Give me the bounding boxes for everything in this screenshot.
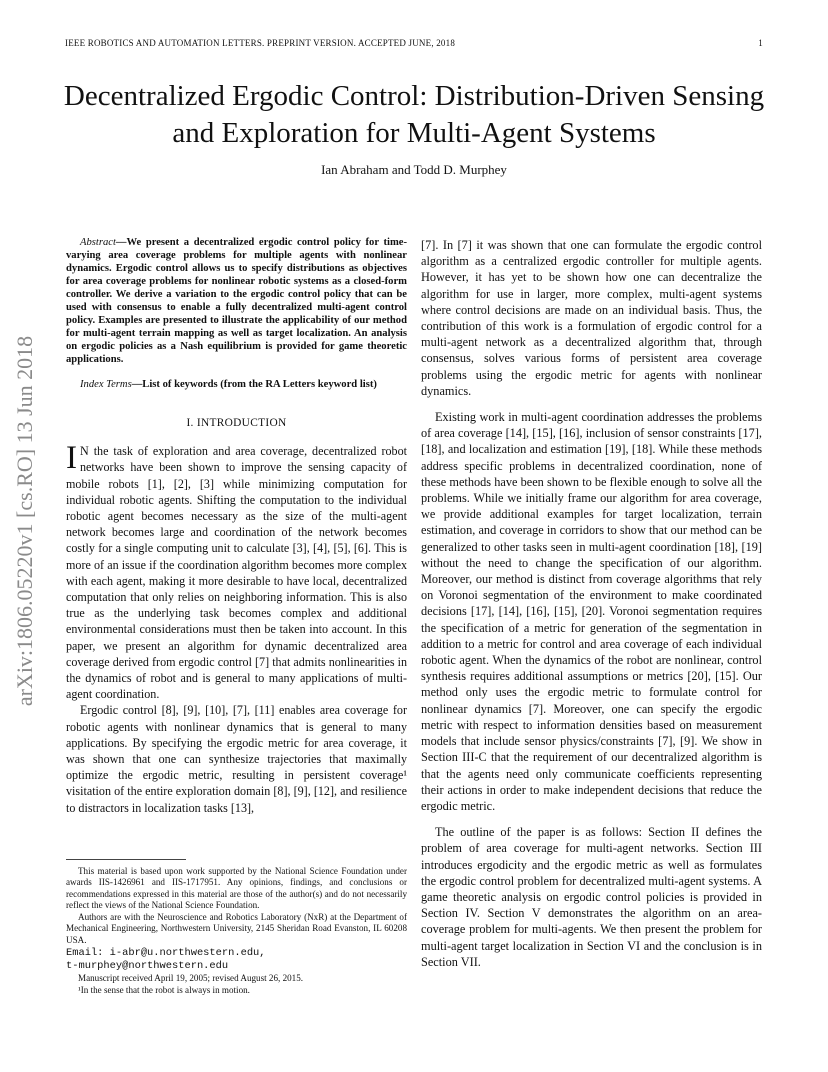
paper-title: Decentralized Ergodic Control: Distribution-Driven Sensing and Exploration for Multi-Agent Systems: [63, 80, 765, 149]
running-header: [65, 38, 763, 48]
right-column: [421, 237, 762, 970]
funding-note: This material is based upon work supported by the National Science Foundation under awards IIS-1426961 and IIS-1717951. Any opinions, findings, and conclusions or recommendations expressed in this material are those of the author(s) and do not necessarily reflect the views of the National Science Foundation.: [66, 866, 407, 910]
intro-paragraph-2: Ergodic control [8], [9], [10], [7], [11] enables area coverage for robotic agents with nonlinear dynamics that is general to many applications. By specifying the ergodic metric for area coverage, it was shown that one can synthesize trajectories that maximally optimize the ergodic metric, resulting in persistent coverage¹ visitation of the entire exploration domain [8], [9], [12], and resilience to distractors in localization tasks [13],: [66, 703, 407, 815]
right-paragraph-2: Existing work in multi-agent coordination addresses the problems of area coverage [14], [15], [16], inclusion of sensor constraints [17], [18], and localization and estimation [19], [18]. While these methods address specific problems in decentralized coordination, none of these methods have been shown to be flexible enough to solve all the problems. While we initially frame our algorithm for area coverage, we provide additional examples for target localization, terrain estimation, and coverage in corridors to show that our method can be generalized to other tasks seen in multi-agent coordination [18], [19] without the need to change the specification of our algorithm. Moreover, our method is distinct from coverage algorithms that rely on Voronoi segmentation of the environment to make coordinated decisions [17], [14], [16], [15], [20]. Voronoi segmentation requires the specification of a metric for generation of the segmentation in addition to a metric for control and area coverage of each individual robotic agent. When the dynamics of the robot are nonlinear, control synthesis requires additional assumptions or metrics [20], [15]. Our method only uses the ergodic metric to formulate control for nonlinear dynamics [7]. Moreover, one can specify the ergodic metric with respect to information densities based on measurement models that include sensor physics/constraints [7], [9]. We show in Section III-C that the requirement of our decentralized algorithm is that the agents need only communicate coefficients representing their actions in order to make independent decisions that reduce the ergodic metric.: [421, 410, 762, 813]
abstract-label: Abstract: [80, 237, 116, 248]
footnote-separator: [66, 859, 186, 860]
right-paragraph-1: [7]. In [7] it was shown that one can formulate the ergodic control algorithm as a centralized ergodic controller for multiple agents. However, it has yet to be shown how one can decentralize the algorithm for use in larger, more complex, multi-agent systems where control decisions are made on an individual basis. Thus, the contribution of this work is a formulation of ergodic control for a multi-agent network as a decentralized algorithm that, through consensus, solves various forms of persistent area coverage problems using the ergodic metric for agents with nonlinear dynamics.: [421, 238, 762, 398]
email-line-2[interactable]: t-murphey@northwestern.edu: [66, 960, 229, 973]
paper-authors: Ian Abraham and Todd D. Murphey: [321, 162, 507, 177]
index-terms-text: —List of keywords (from the RA Letters keyword list): [131, 379, 377, 390]
right-paragraph-3: The outline of the paper is as follows: Section II defines the problem of area coverage for multi-agent networks. Section III introduces ergodicity and the ergodic metric as well as formulates the ergodic control problem for decentralized multi-agent systems. A game theoretic analysis on ergodic control policies is provided in Section IV. Section V demonstrates the algorithm on an area-coverage problem for multi-agents. We then present the problem for multi-agent target localization in Section VI and the conclusion is in Section VII.: [421, 825, 762, 969]
abstract: [66, 236, 407, 366]
drop-cap: I: [66, 440, 77, 477]
footnotes: [66, 866, 407, 998]
arxiv-stamp: arXiv:1806.05220v1 [cs.RO] 13 Jun 2018: [12, 335, 37, 707]
footnote-1: ¹In the sense that the robot is always in motion.: [78, 985, 250, 996]
index-terms-label: Index Terms: [80, 379, 132, 390]
intro-paragraph-1-text: N the task of exploration and area coverage, decentralized robot networks have been shown to improve the sensing capacity of mobile robots [1], [2], [3] while minimizing computation for individual robotic agents. Shifting the computation to the individual robotic agent becomes necessary as the size of the multi-agent network becomes large and coordination of the network becomes costly for a single computing unit to calculate [3], [4], [5], [6]. This is more of an issue if the coordination algorithm becomes more complex with each agent, making it more desirable to have local, decentralized computation that only relies on neighboring information. This is also true as the underlying task becomes complex and additional environmental considerations must then be taken into account. In this paper, we present an algorithm for dynamic decentralized area coverage derived from ergodic control [7] that admits nonlinearities in the dynamics of robot and is general to many applications of multi-agent coordination.: [66, 444, 407, 702]
abstract-text: —We present a decentralized ergodic control policy for time-varying area coverage problems for multiple agents with nonlinear dynamics. Ergodic control allows us to specify distributions as objectives for area coverage problems for nonlinear robotic systems as a closed-form controller. We derive a variation to the ergodic control policy that can be used with consensus to enable a fully decentralized multi-agent control policy. Examples are presented to illustrate the applicability of our method for multi-agent terrain mapping as well as target localization. An analysis on ergodic policies as a Nash equilibrium is provided for game theoretic applications.: [66, 237, 407, 365]
affiliation-note: Authors are with the Neuroscience and Robotics Laboratory (NxR) at the Department of Mechanical Engineering, Northwestern University, 2145 Sheridan Road Evanston, IL 60208 USA.: [66, 912, 407, 945]
received-note: Manuscript received April 19, 2005; revised August 26, 2015.: [78, 973, 304, 984]
section-heading-introduction: I. INTRODUCTION: [186, 417, 287, 429]
journal-header: IEEE ROBOTICS AND AUTOMATION LETTERS. PREPRINT VERSION. ACCEPTED JUNE, 2018: [65, 38, 456, 48]
left-column: [66, 236, 407, 816]
page-number: 1: [758, 38, 763, 48]
index-terms: [66, 378, 407, 391]
email-line-1[interactable]: Email: i-abr@u.northwestern.edu,: [66, 947, 266, 960]
intro-paragraph-1: [66, 440, 407, 702]
